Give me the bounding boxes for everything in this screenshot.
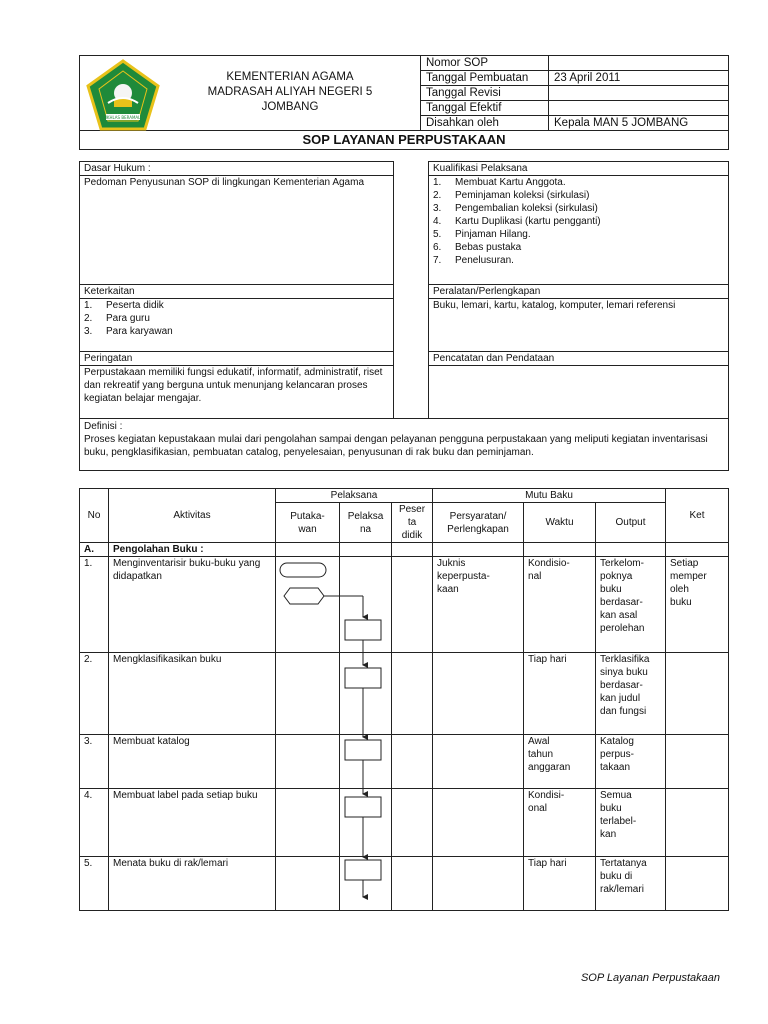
meta-value-efektif bbox=[549, 101, 729, 116]
cell-persyaratan: Juknis keperpusta- kaan bbox=[433, 557, 524, 653]
cell-ket bbox=[666, 653, 729, 735]
meta-label-nomor: Nomor SOP bbox=[421, 56, 549, 71]
cell-pelaksana-lane bbox=[340, 653, 392, 735]
table-row bbox=[80, 857, 729, 911]
keterkaitan-label: Keterkaitan bbox=[80, 285, 394, 299]
meta-value-pembuatan: 23 April 2011 bbox=[549, 71, 729, 86]
header-aktivitas: Aktivitas bbox=[109, 489, 276, 543]
cell-persyaratan bbox=[433, 857, 524, 911]
header-pelaksana: Pelaksana bbox=[276, 489, 433, 503]
meta-value-revisi bbox=[549, 86, 729, 101]
cell-no: 5. bbox=[80, 857, 109, 911]
definisi-cell bbox=[80, 419, 729, 471]
kualifikasi-list bbox=[429, 176, 729, 285]
list-item: 4. Kartu Duplikasi (kartu pengganti) bbox=[433, 216, 601, 227]
cell-pelaksana-lane bbox=[276, 653, 340, 735]
cell-pelaksana-lane bbox=[276, 735, 340, 789]
header-no: No bbox=[80, 489, 109, 543]
list-item: 1. Peserta didik bbox=[84, 300, 164, 311]
table-row bbox=[80, 653, 729, 735]
cell-aktivitas: Menata buku di rak/lemari bbox=[109, 857, 276, 911]
cell-pelaksana-lane bbox=[392, 653, 433, 735]
cell-persyaratan bbox=[433, 735, 524, 789]
cell-waktu: Tiap hari bbox=[524, 857, 596, 911]
header-persyaratan: Persyaratan/ Perlengkapan bbox=[433, 503, 524, 543]
org-cell bbox=[80, 56, 421, 131]
cell-no: 1. bbox=[80, 557, 109, 653]
peralatan-text: Buku, lemari, kartu, katalog, komputer, lemari referensi bbox=[429, 299, 729, 352]
definisi-text: Proses kegiatan kepustakaan mulai dari pengolahan sampai dengan pelayanan pengguna perpustakaan yang meliputi kegiatan inventarisasi buku, pengklasifikasian, pembuatan catalog, penyelesaian, penyusunan di rak buku dan peminjaman. bbox=[84, 434, 708, 458]
cell-output: Terkelom- poknya buku berdasar- kan asal perolehan bbox=[596, 557, 666, 653]
pencatatan-text bbox=[429, 366, 729, 419]
table-row bbox=[80, 557, 729, 653]
list-item: 3. Para karyawan bbox=[84, 326, 173, 337]
dasar-hukum-label: Dasar Hukum : bbox=[80, 162, 394, 176]
cell-output: Katalog perpus- takaan bbox=[596, 735, 666, 789]
header-mutu-baku: Mutu Baku bbox=[433, 489, 666, 503]
section-label: Pengolahan Buku : bbox=[109, 543, 276, 557]
cell-waktu: Awal tahun anggaran bbox=[524, 735, 596, 789]
cell-pelaksana-lane bbox=[392, 557, 433, 653]
org-line-1: KEMENTERIAN AGAMA bbox=[226, 71, 354, 83]
cell-ket bbox=[666, 735, 729, 789]
cell-waktu: Kondisio- nal bbox=[524, 557, 596, 653]
org-name bbox=[170, 70, 410, 115]
cell-pelaksana-lane bbox=[392, 857, 433, 911]
cell-persyaratan bbox=[433, 789, 524, 857]
list-item: 1. Membuat Kartu Anggota. bbox=[433, 177, 566, 188]
cell-no: 3. bbox=[80, 735, 109, 789]
cell-pelaksana-lane bbox=[276, 857, 340, 911]
cell-pelaksana-lane bbox=[340, 789, 392, 857]
cell-output: Tertatanya buku di rak/lemari bbox=[596, 857, 666, 911]
svg-text:IKHLAS BERAMAL: IKHLAS BERAMAL bbox=[105, 115, 141, 120]
definisi-label: Definisi : bbox=[84, 421, 123, 432]
cell-no: 2. bbox=[80, 653, 109, 735]
header-peserta-didik: Peser ta didik bbox=[392, 503, 433, 543]
cell-pelaksana-lane bbox=[340, 735, 392, 789]
cell-no: 4. bbox=[80, 789, 109, 857]
kualifikasi-label: Kualifikasi Pelaksana bbox=[429, 162, 729, 176]
header-output: Output bbox=[596, 503, 666, 543]
info-table bbox=[79, 161, 729, 471]
list-item: 2. Para guru bbox=[84, 313, 150, 324]
table-row bbox=[80, 735, 729, 789]
peralatan-label: Peralatan/Perlengkapan bbox=[429, 285, 729, 299]
table-row bbox=[80, 789, 729, 857]
header-waktu: Waktu bbox=[524, 503, 596, 543]
org-line-2: MADRASAH ALIYAH NEGERI 5 bbox=[207, 86, 373, 98]
cell-output: Semua buku terlabel- kan bbox=[596, 789, 666, 857]
meta-label-pembuatan: Tanggal Pembuatan bbox=[421, 71, 549, 86]
cell-output: Terklasifika sinya buku berdasar- kan judul dan fungsi bbox=[596, 653, 666, 735]
cell-aktivitas: Membuat katalog bbox=[109, 735, 276, 789]
list-item: 3. Pengembalian koleksi (sirkulasi) bbox=[433, 203, 598, 214]
section-no: A. bbox=[80, 543, 109, 557]
cell-aktivitas: Menginventarisir buku-buku yang didapatkan bbox=[109, 557, 276, 653]
cell-aktivitas: Membuat label pada setiap buku bbox=[109, 789, 276, 857]
peringatan-text: Perpustakaan memiliki fungsi edukatif, informatif, administratif, riset dan rekreatif yang berguna untuk menunjang kelancaran proses kegiatan belajar mengajar. bbox=[80, 366, 394, 419]
pencatatan-label: Pencatatan dan Pendataan bbox=[429, 352, 729, 366]
meta-value-disahkan: Kepala MAN 5 JOMBANG bbox=[549, 116, 729, 131]
cell-pelaksana-lane bbox=[340, 857, 392, 911]
kemenag-logo bbox=[86, 59, 160, 131]
list-item: 6. Bebas pustaka bbox=[433, 242, 522, 253]
cell-pelaksana-lane bbox=[276, 789, 340, 857]
cell-ket bbox=[666, 789, 729, 857]
meta-label-revisi: Tanggal Revisi bbox=[421, 86, 549, 101]
header-pelaksana-col: Pelaksa na bbox=[340, 503, 392, 543]
header-putakawan: Putaka- wan bbox=[276, 503, 340, 543]
org-line-3: JOMBANG bbox=[261, 101, 319, 113]
cell-pelaksana-lane bbox=[392, 735, 433, 789]
cell-pelaksana-lane bbox=[276, 557, 340, 653]
cell-ket bbox=[666, 857, 729, 911]
list-item: 5. Pinjaman Hilang. bbox=[433, 229, 531, 240]
document-title: SOP LAYANAN PERPUSTAKAAN bbox=[80, 131, 729, 150]
header-ket: Ket bbox=[666, 489, 729, 543]
cell-aktivitas: Mengklasifikasikan buku bbox=[109, 653, 276, 735]
procedure-table bbox=[79, 488, 729, 911]
list-item: 2. Peminjaman koleksi (sirkulasi) bbox=[433, 190, 590, 201]
header-table bbox=[79, 55, 729, 150]
cell-waktu: Kondisi- onal bbox=[524, 789, 596, 857]
cell-pelaksana-lane bbox=[392, 789, 433, 857]
cell-pelaksana-lane bbox=[340, 557, 392, 653]
cell-ket: Setiap memper oleh buku bbox=[666, 557, 729, 653]
cell-persyaratan bbox=[433, 653, 524, 735]
footer-text: SOP Layanan Perpustakaan bbox=[580, 972, 720, 984]
meta-label-disahkan: Disahkan oleh bbox=[421, 116, 549, 131]
meta-label-efektif: Tanggal Efektif bbox=[421, 101, 549, 116]
list-item: 7. Penelusuran. bbox=[433, 255, 514, 266]
peringatan-label: Peringatan bbox=[80, 352, 394, 366]
keterkaitan-list bbox=[80, 299, 394, 352]
info-spacer bbox=[394, 162, 429, 419]
dasar-hukum-text: Pedoman Penyusunan SOP di lingkungan Kementerian Agama bbox=[80, 176, 394, 285]
meta-value-nomor bbox=[549, 56, 729, 71]
cell-waktu: Tiap hari bbox=[524, 653, 596, 735]
